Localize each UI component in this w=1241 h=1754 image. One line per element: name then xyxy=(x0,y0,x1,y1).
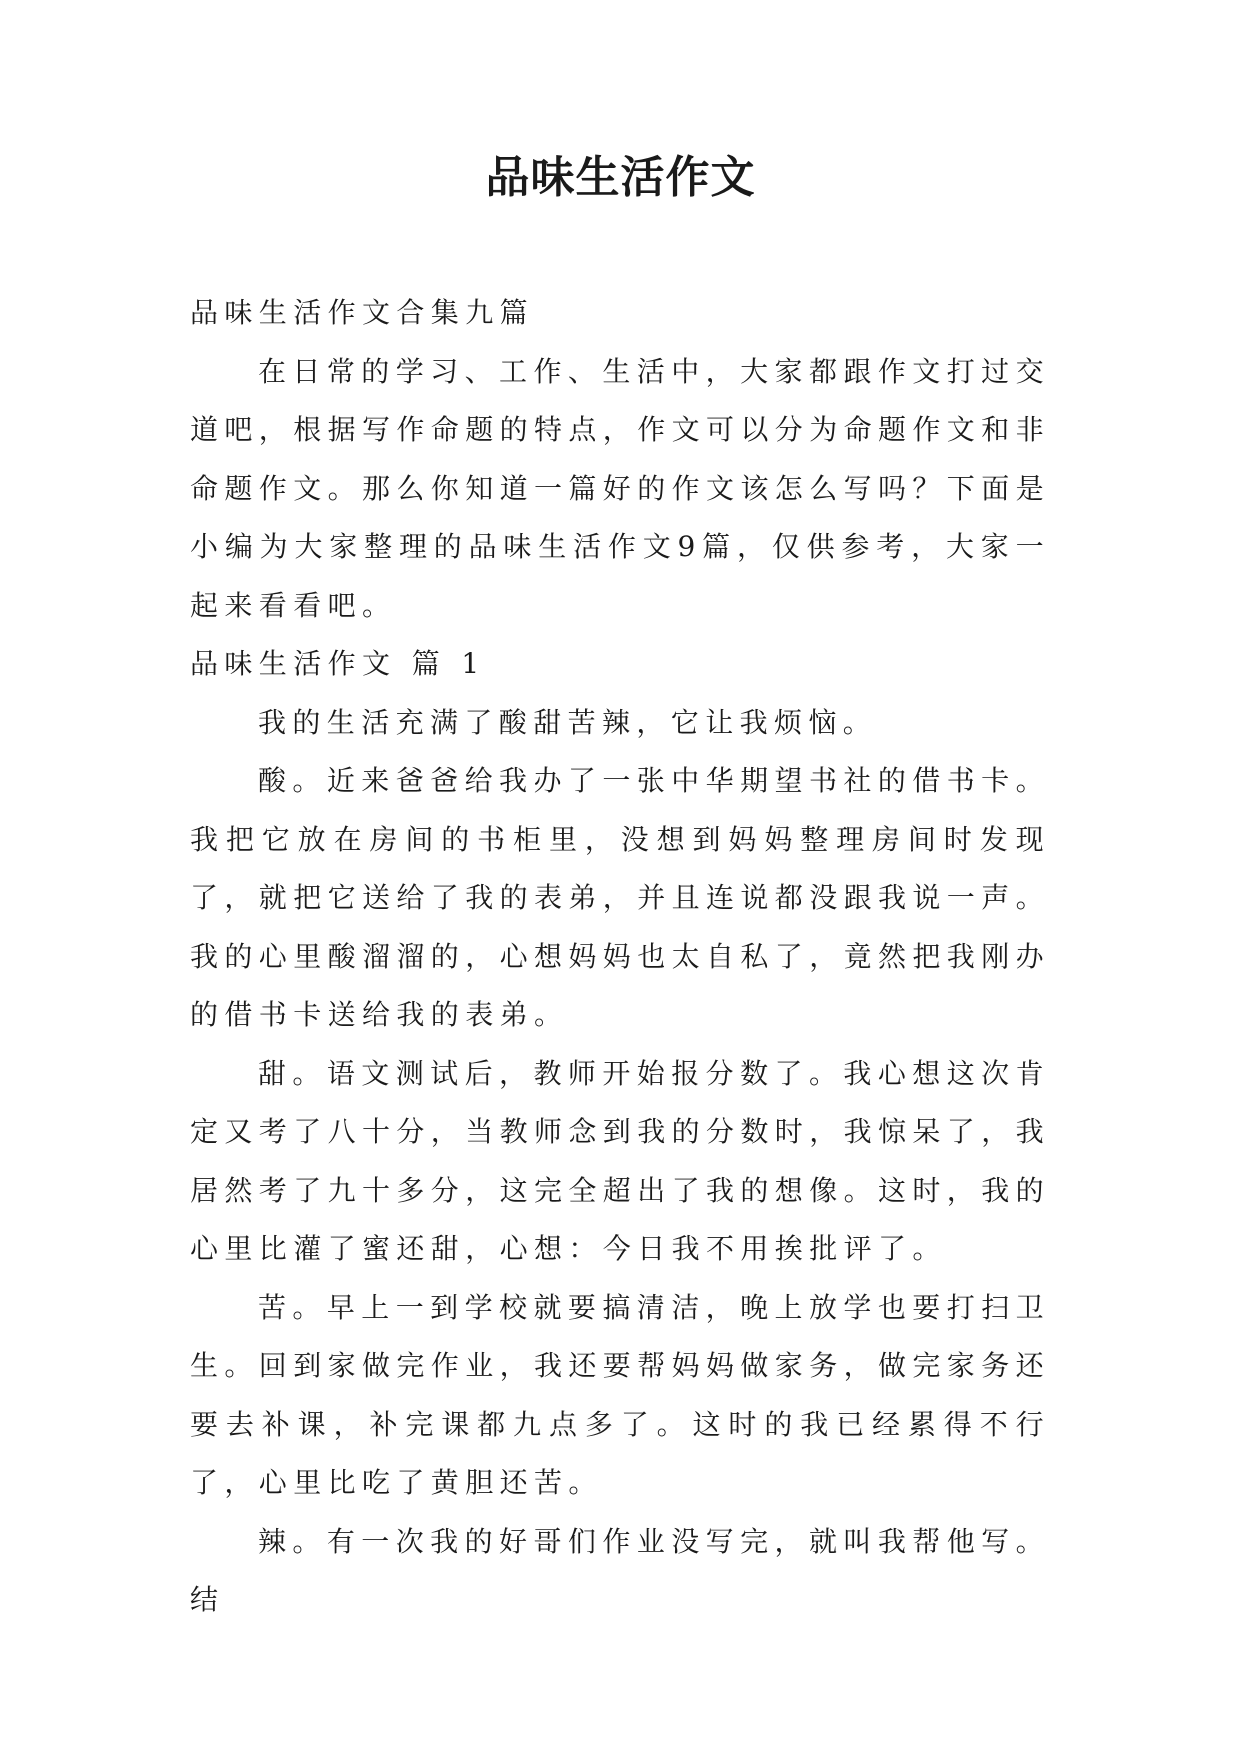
intro-paragraph: 在日常的学习、工作、生活中，大家都跟作文打过交道吧，根据写作命题的特点，作文可以分为命题作文和非命题作文。那么你知道一篇好的作文该怎么写吗？下面是小编为大家整理的品味生活作文9篇，仅供参考，大家一起来看看吧。 xyxy=(190,354,1051,622)
body-paragraph: 我的生活充满了酸甜苦辣，它让我烦恼。 xyxy=(258,705,878,739)
body-paragraph: 酸。近来爸爸给我办了一张中华期望书社的借书卡。我把它放在房间的书柜里，没想到妈妈整理房间时发现了，就把它送给了我的表弟，并且连说都没跟我说一声。我的心里酸溜溜的，心想妈妈也太自私了，竟然把我刚办的借书卡送给我的表弟。 xyxy=(190,764,1051,1031)
document-body xyxy=(190,284,1050,1630)
section-heading: 品味生活作文 篇 1 xyxy=(190,647,486,680)
body-paragraph: 辣。有一次我的好哥们作业没写完，就叫我帮他写。结 xyxy=(190,1524,1050,1616)
body-paragraph: 苦。早上一到学校就要搞清洁，晚上放学也要打扫卫生。回到家做完作业，我还要帮妈妈做家务，做完家务还要去补课，补完课都九点多了。这时的我已经累得不行了，心里比吃了黄胆还苦。 xyxy=(190,1290,1051,1499)
body-paragraph: 甜。语文测试后，教师开始报分数了。我心想这次肯定又考了八十分，当教师念到我的分数时，我惊呆了，我居然考了九十多分，这完全超出了我的想像。这时，我的心里比灌了蜜还甜，心想：今日我不用挨批评了。 xyxy=(190,1056,1051,1265)
collection-subtitle: 品味生活作文合集九篇 xyxy=(190,296,535,329)
document-title: 品味生活作文 xyxy=(485,152,756,203)
